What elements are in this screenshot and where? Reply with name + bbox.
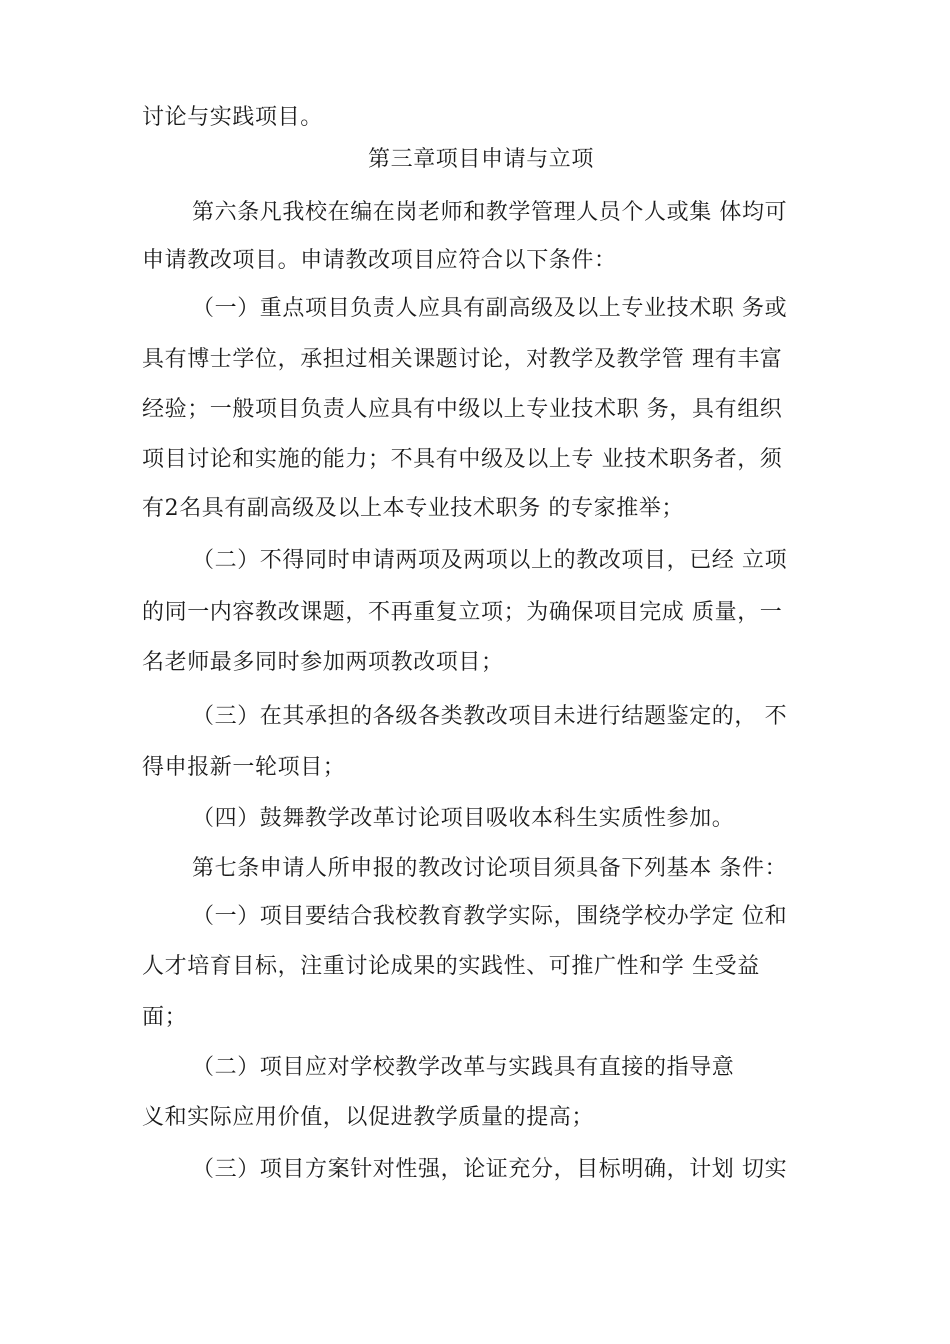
- text-line: 第六条凡我校在编在岗老师和教学管理人员个人或集 体均可: [192, 200, 788, 225]
- text-line: （三）在其承担的各级各类教改项目未进行结题鉴定的， 不: [192, 704, 788, 729]
- text-line: 面；: [142, 1005, 188, 1030]
- text-line: 人才培育目标，注重讨论成果的实践性、可推广性和学 生受益: [142, 954, 760, 979]
- text-line: 经验；一般项目负责人应具有中级以上专业技术职 务，具有组织: [142, 397, 783, 422]
- text-line: 义和实际应用价值，以促进教学质量的提高；: [142, 1105, 595, 1130]
- text-line: （二）项目应对学校教学改革与实践具有直接的指导意: [192, 1055, 735, 1080]
- text-line: 有2名具有副高级及以上本专业技术职务 的专家推举；: [142, 496, 684, 521]
- chapter-heading: 第三章项目申请与立项: [368, 147, 595, 172]
- text-line: 讨论与实践项目。: [142, 105, 323, 130]
- text-line: 申请教改项目。申请教改项目应符合以下条件：: [142, 248, 617, 273]
- text-line: （三）项目方案针对性强，论证充分，目标明确，计划 切实: [192, 1157, 788, 1182]
- text-line: （四）鼓舞教学改革讨论项目吸收本科生实质性参加。: [192, 806, 735, 831]
- text-line: （一）项目要结合我校教育教学实际，围绕学校办学定 位和: [192, 904, 788, 929]
- text-line: （一）重点项目负责人应具有副高级及以上专业技术职 务或: [192, 296, 788, 321]
- text-line: （二）不得同时申请两项及两项以上的教改项目，已经 立项: [192, 548, 788, 573]
- text-line: 得申报新一轮项目；: [142, 755, 346, 780]
- text-line: 名老师最多同时参加两项教改项目；: [142, 650, 504, 675]
- text-line: 项目讨论和实施的能力；不具有中级及以上专 业技术职务者，须: [142, 447, 783, 472]
- text-line: 第七条申请人所申报的教改讨论项目须具备下列基本 条件：: [192, 856, 788, 881]
- text-line: 具有博士学位，承担过相关课题讨论，对教学及教学管 理有丰富: [142, 347, 783, 372]
- text-line: 的同一内容教改课题，不再重复立项；为确保项目完成 质量，一: [142, 600, 783, 625]
